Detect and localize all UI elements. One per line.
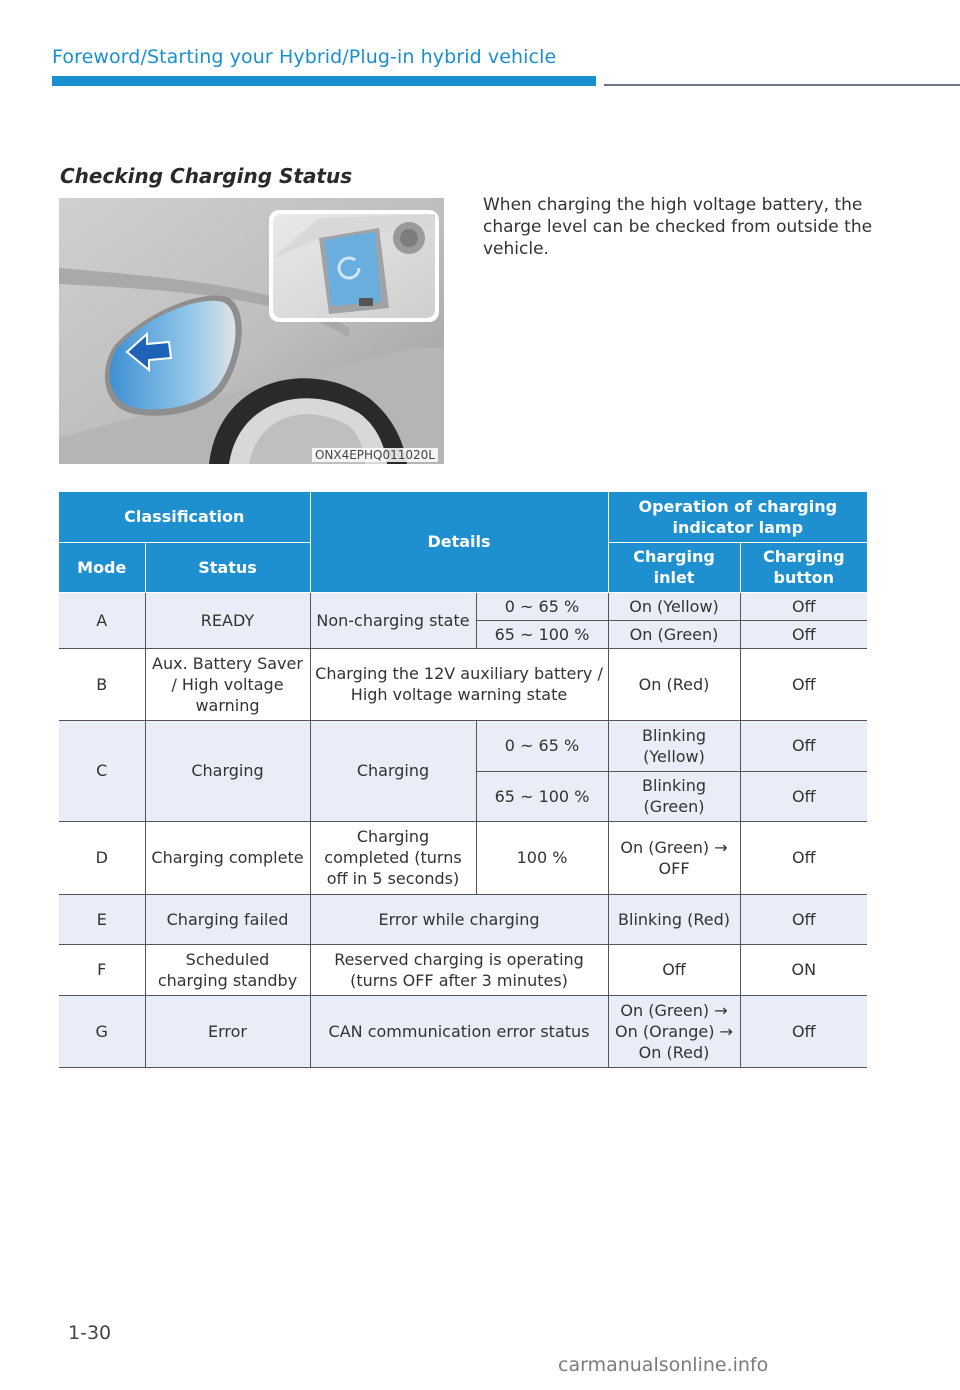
cell-inlet: On (Green) → On (Orange) → On (Red)	[608, 995, 740, 1067]
cell-inlet: On (Red)	[608, 648, 740, 720]
table-row	[59, 720, 867, 771]
cell-mode: E	[59, 894, 145, 944]
header-classification: Classification	[59, 492, 310, 542]
cell-button: Off	[740, 648, 867, 720]
header-operation: Operation of charging indicator lamp	[608, 492, 867, 542]
cell-button: Off	[740, 592, 867, 620]
cell-level: 65 ~ 100 %	[476, 771, 608, 821]
cell-inlet: Off	[608, 944, 740, 995]
cell-mode: F	[59, 944, 145, 995]
cell-mode: A	[59, 592, 145, 648]
cell-button: Off	[740, 620, 867, 648]
header-details: Details	[310, 492, 608, 592]
intro-paragraph: When charging the high voltage battery, the charge level can be checked from outside the vehicle.	[483, 195, 873, 259]
cell-level: 0 ~ 65 %	[476, 592, 608, 620]
cell-inlet: Blinking (Red)	[608, 894, 740, 944]
cell-status: Error	[145, 995, 310, 1067]
watermark: carmanualsonline.info	[558, 1354, 769, 1376]
cell-inlet: Blinking (Yellow)	[608, 720, 740, 771]
cell-status: Scheduled charging standby	[145, 944, 310, 995]
cell-status: READY	[145, 592, 310, 648]
header-charging-inlet: Charging inlet	[608, 542, 740, 592]
cell-inlet: On (Yellow)	[608, 592, 740, 620]
cell-level: 100 %	[476, 821, 608, 894]
running-header: Foreword/Starting your Hybrid/Plug-in hybrid vehicle	[52, 46, 557, 68]
header-mode: Mode	[59, 542, 145, 592]
table-row	[59, 821, 867, 894]
cell-inlet: Blinking (Green)	[608, 771, 740, 821]
header-status: Status	[145, 542, 310, 592]
header-rule	[604, 84, 960, 86]
cell-button: Off	[740, 894, 867, 944]
cell-button: Off	[740, 771, 867, 821]
cell-details: Non-charging state	[310, 592, 476, 648]
cell-button: Off	[740, 995, 867, 1067]
charging-door-illustration	[59, 198, 444, 464]
cell-inlet: On (Green) → OFF	[608, 821, 740, 894]
table-row	[59, 944, 867, 995]
page-number: 1-30	[68, 1322, 112, 1344]
cell-mode: G	[59, 995, 145, 1067]
cell-button: ON	[740, 944, 867, 995]
cell-mode: B	[59, 648, 145, 720]
cell-details: CAN communication error status	[310, 995, 608, 1067]
cell-status: Aux. Battery Saver / High voltage warning	[145, 648, 310, 720]
cell-level: 65 ~ 100 %	[476, 620, 608, 648]
section-title: Checking Charging Status	[60, 164, 353, 188]
cell-inlet: On (Green)	[608, 620, 740, 648]
cell-details: Reserved charging is operating (turns OFF after 3 minutes)	[310, 944, 608, 995]
charging-status-table	[59, 492, 867, 1068]
cell-details: Error while charging	[310, 894, 608, 944]
table-row	[59, 592, 867, 620]
table-row	[59, 648, 867, 720]
cell-status: Charging	[145, 720, 310, 821]
figure-code: ONX4EPHQ011020L	[312, 448, 438, 462]
header-charging-button: Charging button	[740, 542, 867, 592]
table-row	[59, 894, 867, 944]
cell-button: Off	[740, 821, 867, 894]
table-row	[59, 995, 867, 1067]
cell-button: Off	[740, 720, 867, 771]
cell-details: Charging	[310, 720, 476, 821]
cell-status: Charging complete	[145, 821, 310, 894]
header-accent-bar	[52, 76, 596, 86]
cell-status: Charging failed	[145, 894, 310, 944]
cell-mode: D	[59, 821, 145, 894]
cell-mode: C	[59, 720, 145, 821]
cell-details: Charging completed (turns off in 5 seconds)	[310, 821, 476, 894]
cell-details: Charging the 12V auxiliary battery / High voltage warning state	[310, 648, 608, 720]
cell-level: 0 ~ 65 %	[476, 720, 608, 771]
